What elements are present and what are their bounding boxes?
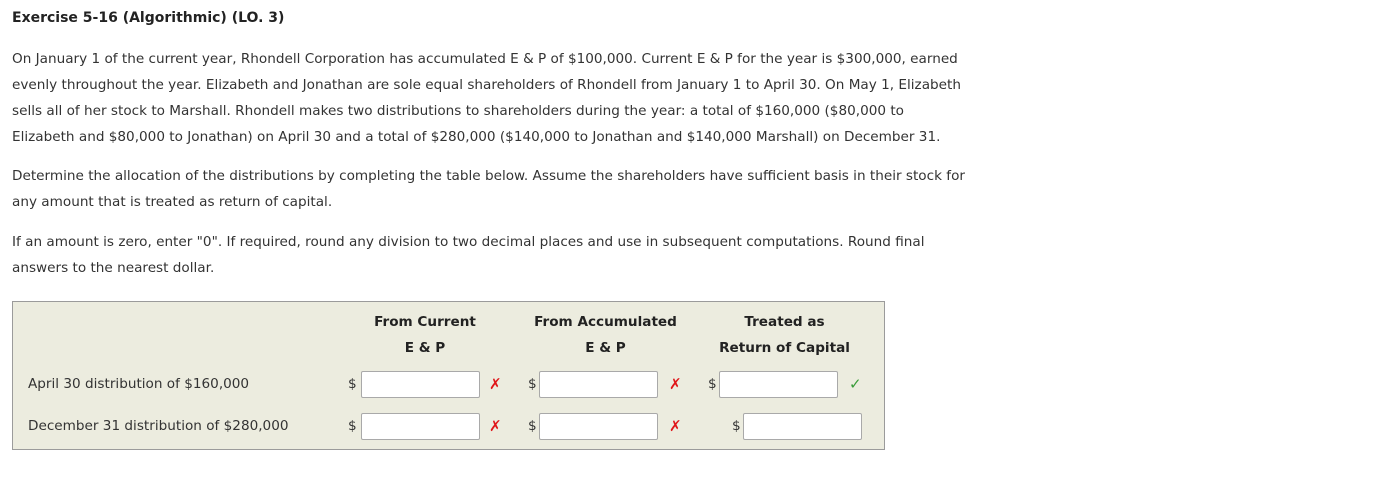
- row-label-december: December 31 distribution of $280,000: [28, 418, 289, 434]
- incorrect-icon: ✗: [489, 375, 502, 393]
- paragraph-line: Determine the allocation of the distributions by completing the table below. Assume the shareholders have sufficient basis in their stock for: [12, 168, 965, 184]
- dollar-sign: $: [708, 376, 717, 392]
- december-accumulated-ep-input[interactable]: [539, 413, 658, 440]
- paragraph-line: Elizabeth and $80,000 to Jonathan) on April 30 and a total of $280,000 ($140,000 to Jonathan and $140,000 Marshall) on December 31.: [12, 129, 941, 145]
- dollar-sign: $: [528, 418, 537, 434]
- april-current-ep-input[interactable]: [361, 371, 480, 398]
- problem-paragraph: [12, 46, 1082, 150]
- paragraph-line: evenly throughout the year. Elizabeth and Jonathan are sole equal shareholders of Rhondell from January 1 to April 30. On May 1, Elizabeth: [12, 77, 961, 93]
- dollar-sign: $: [732, 418, 741, 434]
- december-current-ep-input[interactable]: [361, 413, 480, 440]
- dollar-sign: $: [528, 376, 537, 392]
- incorrect-icon: ✗: [669, 417, 682, 435]
- paragraph-line: any amount that is treated as return of capital.: [12, 194, 333, 210]
- incorrect-icon: ✗: [489, 417, 502, 435]
- paragraph-line: sells all of her stock to Marshall. Rhondell makes two distributions to shareholders during the year: a total of $160,000 ($80,000 to: [12, 103, 904, 119]
- april-accumulated-ep-input[interactable]: [539, 371, 658, 398]
- incorrect-icon: ✗: [669, 375, 682, 393]
- header-return-of-capital: Treated as Return of Capital: [719, 314, 850, 356]
- header-current-ep: From Current E & P: [374, 314, 476, 356]
- paragraph-line: If an amount is zero, enter "0". If required, round any division to two decimal places and use in subsequent computations. Round final: [12, 234, 925, 250]
- paragraph-line: On January 1 of the current year, Rhondell Corporation has accumulated E & P of $100,000. Current E & P for the year is $300,000, earned: [12, 51, 958, 67]
- exercise-title: Exercise 5-16 (Algorithmic) (LO. 3): [12, 10, 285, 26]
- april-return-of-capital-input[interactable]: [719, 371, 838, 398]
- rounding-note-paragraph: [12, 229, 1082, 281]
- row-label-april: April 30 distribution of $160,000: [28, 376, 250, 392]
- paragraph-line: answers to the nearest dollar.: [12, 260, 215, 276]
- instructions-paragraph: [12, 163, 1082, 215]
- header-accumulated-ep: From Accumulated E & P: [534, 314, 677, 356]
- dollar-sign: $: [348, 418, 357, 434]
- correct-icon: ✓: [849, 375, 862, 393]
- dollar-sign: $: [348, 376, 357, 392]
- december-return-of-capital-input[interactable]: [743, 413, 862, 440]
- distribution-allocation-table: [12, 301, 885, 450]
